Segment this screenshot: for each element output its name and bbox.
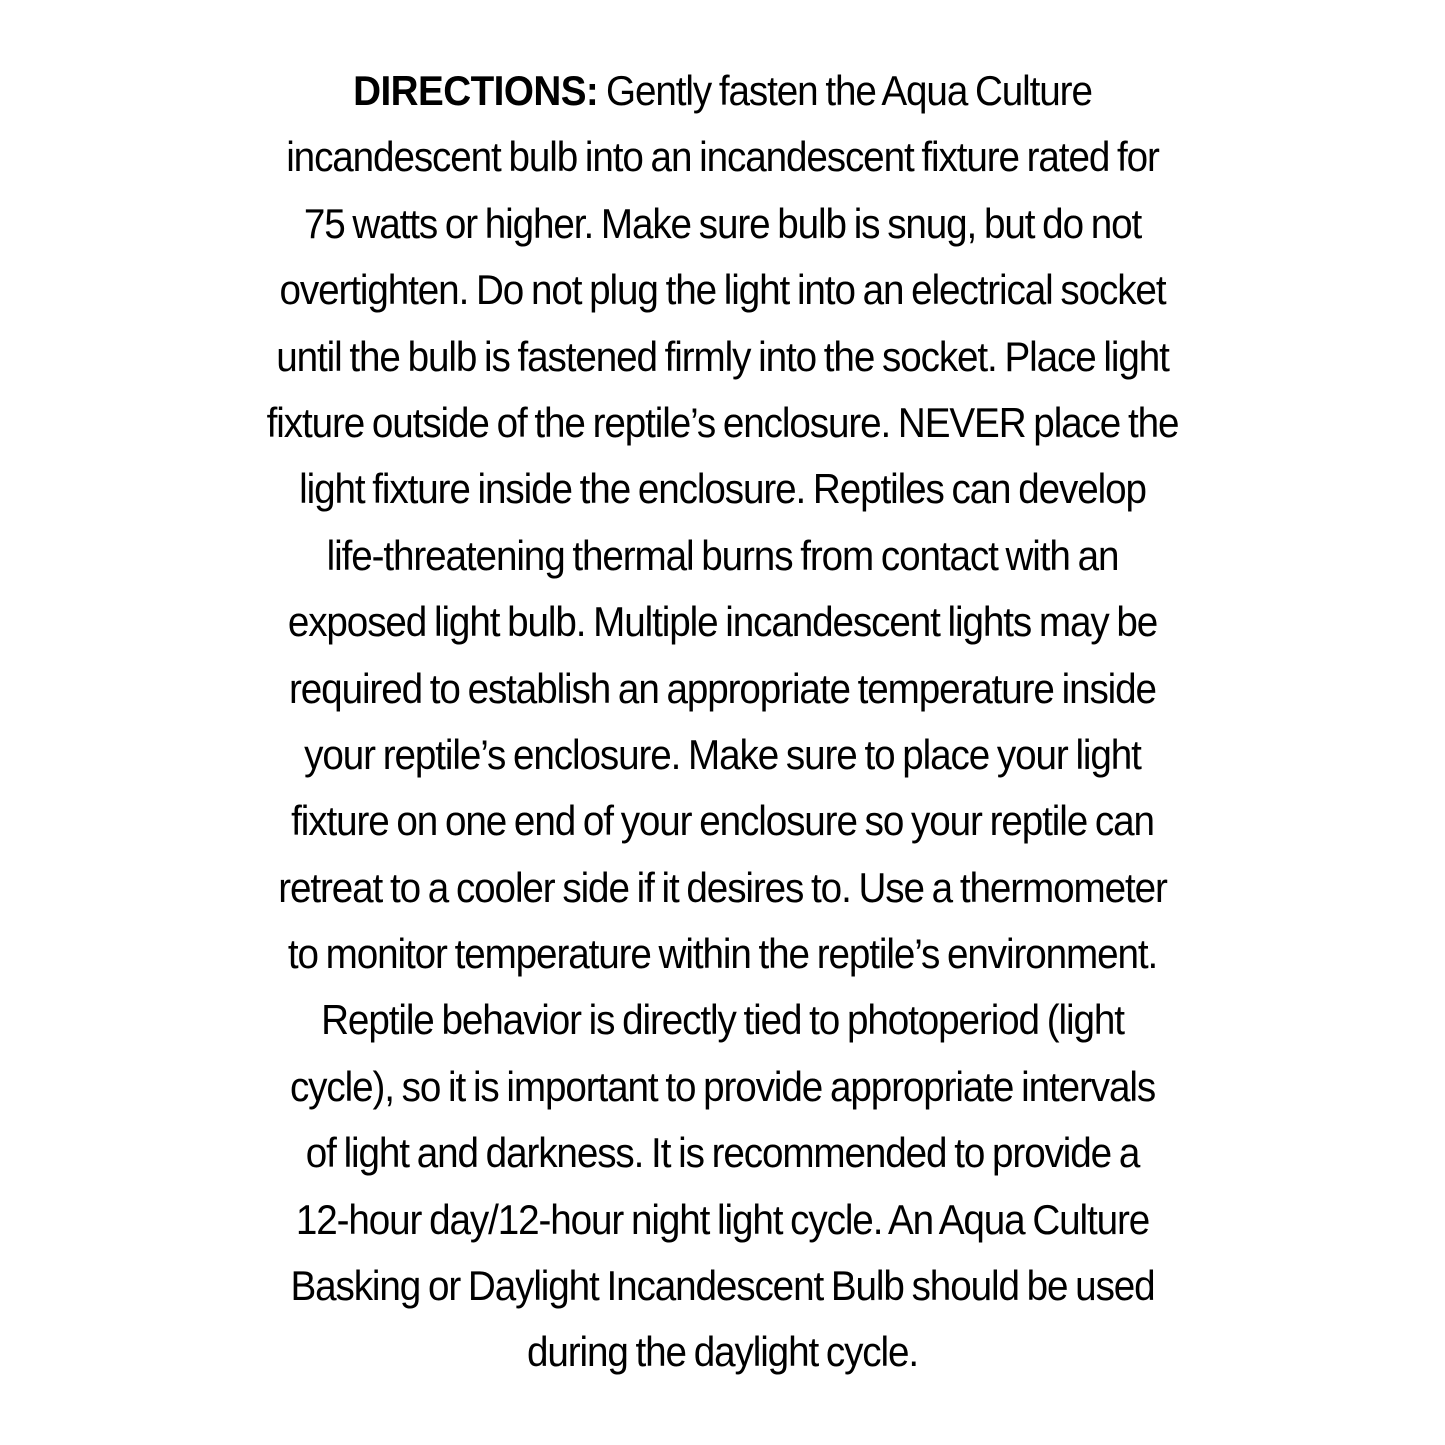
directions-line-11: your reptile’s enclosure. Make sure to place your light — [304, 730, 1141, 778]
directions-line-5: until the bulb is fastened firmly into the socket. Place light — [276, 332, 1169, 380]
directions-line-20: during the daylight cycle. — [526, 1328, 919, 1376]
directions-line-19: Basking or Daylight Incandescent Bulb should be used — [290, 1262, 1155, 1310]
directions-label: DIRECTIONS: — [353, 67, 599, 114]
directions-line-13: retreat to a cooler side if it desires to. Use a thermometer — [278, 863, 1167, 911]
directions-line-15: Reptile behavior is directly tied to photoperiod (light — [321, 996, 1124, 1044]
directions-line-16: cycle), so it is important to provide appropriate intervals — [289, 1062, 1156, 1110]
directions-line-12: fixture on one end of your enclosure so your reptile can — [291, 797, 1154, 845]
directions-line-18: 12-hour day/12-hour night light cycle. An Aqua Culture — [295, 1195, 1150, 1243]
directions-line-4: overtighten. Do not plug the light into an electrical socket — [279, 266, 1166, 314]
directions-line-9: exposed light bulb. Multiple incandescent lights may be — [287, 598, 1158, 646]
directions-line-6: fixture outside of the reptile’s enclosure. NEVER place the — [266, 398, 1179, 446]
directions-line-1-text: Gently fasten the Aqua Culture — [606, 67, 1092, 114]
directions-line-3: 75 watts or higher. Make sure bulb is snug, but do not — [303, 199, 1142, 247]
directions-line-8: life-threatening thermal burns from contact with an — [326, 531, 1119, 579]
directions-text-block — [0, 58, 1445, 1388]
directions-line-10: required to establish an appropriate temperature inside — [289, 664, 1156, 712]
directions-line-2: incandescent bulb into an incandescent fixture rated for — [286, 133, 1159, 181]
directions-line-17: of light and darkness. It is recommended to provide a — [305, 1129, 1140, 1177]
directions-line-14: to monitor temperature within the reptile’s environment. — [287, 930, 1158, 978]
directions-line-7: light fixture inside the enclosure. Reptiles can develop — [299, 465, 1146, 513]
directions-line-1 — [58, 58, 1387, 124]
